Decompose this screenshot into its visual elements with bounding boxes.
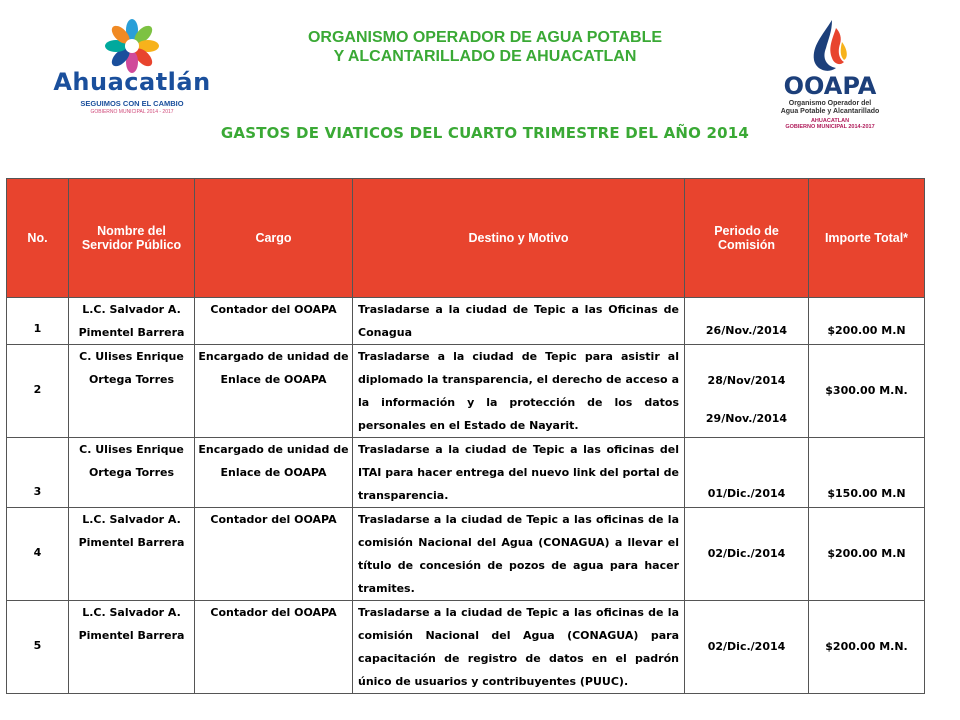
viaticos-table <box>6 178 925 694</box>
column-header-importe: Importe Total* <box>809 179 925 298</box>
cell-nombre: L.C. Salvador A. Pimentel Barrera <box>69 601 195 694</box>
table-row <box>7 345 925 438</box>
table-header-row <box>7 179 925 298</box>
cell-periodo <box>685 601 809 694</box>
cell-cargo: Contador del OOAPA <box>195 298 353 345</box>
organization-title-line1: ORGANISMO OPERADOR DE AGUA POTABLE <box>307 29 663 46</box>
cell-motivo: Trasladarse a la ciudad de Tepic a las oficinas de la comisión Nacional del Agua (CONAGUA) para capacitación de registro de datos en el padrón único de usuarios y contribuyentes (PUUC). <box>353 601 685 694</box>
periodo-date: 02/Dic./2014 <box>707 639 786 653</box>
cell-nombre: L.C. Salvador A. Pimentel Barrera <box>69 298 195 345</box>
logo-right-sub-line1: Organismo Operador del <box>788 100 872 107</box>
periodo-date: 29/Nov./2014 <box>705 412 788 425</box>
ahuacatlan-logo <box>52 18 212 118</box>
cell-no: 4 <box>7 508 69 601</box>
cell-no: 2 <box>7 345 69 438</box>
cell-no: 1 <box>7 298 69 345</box>
cell-periodo <box>685 508 809 601</box>
cell-periodo <box>685 298 809 345</box>
column-header-periodo: Periodo de Comisión <box>685 179 809 298</box>
cell-motivo: Trasladarse a la ciudad de Tepic para asistir al diplomado la transparencia, el derecho de acceso a la información y la protección de los datos personales en el Estado de Nayarit. <box>353 345 685 438</box>
column-header-nombre: Nombre del Servidor Público <box>69 179 195 298</box>
organization-title <box>200 28 770 66</box>
periodo-date: 01/Dic./2014 <box>707 487 786 500</box>
logo-right-sub-line2: Agua Potable y Alcantarillado <box>780 108 880 115</box>
cell-cargo: Contador del OOAPA <box>195 601 353 694</box>
periodo-date: 28/Nov/2014 <box>707 374 786 387</box>
cell-motivo: Trasladarse a la ciudad de Tepic a las oficinas del ITAI para hacer entrega del nuevo link del portal de transparencia. <box>353 438 685 508</box>
cell-nombre: L.C. Salvador A. Pimentel Barrera <box>69 508 195 601</box>
logo-right-brand: OOAPA <box>783 72 877 100</box>
water-drop-icon <box>770 18 890 74</box>
logo-left-slogan: SEGUIMOS CON EL CAMBIO <box>80 99 184 108</box>
table-row <box>7 298 925 345</box>
cell-periodo <box>685 345 809 438</box>
column-header-no: No. <box>7 179 69 298</box>
cell-no: 5 <box>7 601 69 694</box>
cell-importe: $150.00 M.N <box>809 438 925 508</box>
periodo-date: 26/Nov./2014 <box>705 324 788 337</box>
cell-importe: $200.00 M.N <box>809 508 925 601</box>
flower-icon <box>52 18 212 73</box>
cell-periodo <box>685 438 809 508</box>
cell-cargo: Contador del OOAPA <box>195 508 353 601</box>
cell-nombre: C. Ulises Enrique Ortega Torres <box>69 438 195 508</box>
cell-importe: $300.00 M.N. <box>809 345 925 438</box>
column-header-motivo: Destino y Motivo <box>353 179 685 298</box>
ooapa-logo <box>770 18 920 128</box>
table-row <box>7 438 925 508</box>
cell-importe: $200.00 M.N. <box>809 601 925 694</box>
cell-nombre: C. Ulises Enrique Ortega Torres <box>69 345 195 438</box>
cell-no: 3 <box>7 438 69 508</box>
cell-cargo: Encargado de unidad de Enlace de OOAPA <box>195 438 353 508</box>
periodo-date: 02/Dic./2014 <box>707 546 786 560</box>
logo-left-brand: Ahuacatlán <box>53 68 211 96</box>
cell-motivo: Trasladarse a la ciudad de Tepic a las Oficinas de Conagua <box>353 298 685 345</box>
table-row <box>7 601 925 694</box>
cell-cargo: Encargado de unidad de Enlace de OOAPA <box>195 345 353 438</box>
logo-right-subtitle <box>770 100 890 116</box>
report-subtitle: GASTOS DE VIATICOS DEL CUARTO TRIMESTRE DEL AÑO 2014 <box>220 124 750 142</box>
cell-motivo: Trasladarse a la ciudad de Tepic a las oficinas de la comisión Nacional del Agua (CONAGUA) a llevar el título de concesión de pozos de agua para hacer tramites. <box>353 508 685 601</box>
column-header-cargo: Cargo <box>195 179 353 298</box>
cell-importe: $200.00 M.N <box>809 298 925 345</box>
logo-right-sub-line3: AHUACATLAN <box>810 118 850 124</box>
organization-title-line2: Y ALCANTARILLADO DE AHUACATLAN <box>333 48 637 65</box>
table-row <box>7 508 925 601</box>
logo-left-government: GOBIERNO MUNICIPAL 2014 - 2017 <box>90 109 174 115</box>
logo-right-sub-line4: GOBIERNO MUNICIPAL 2014-2017 <box>785 124 875 130</box>
